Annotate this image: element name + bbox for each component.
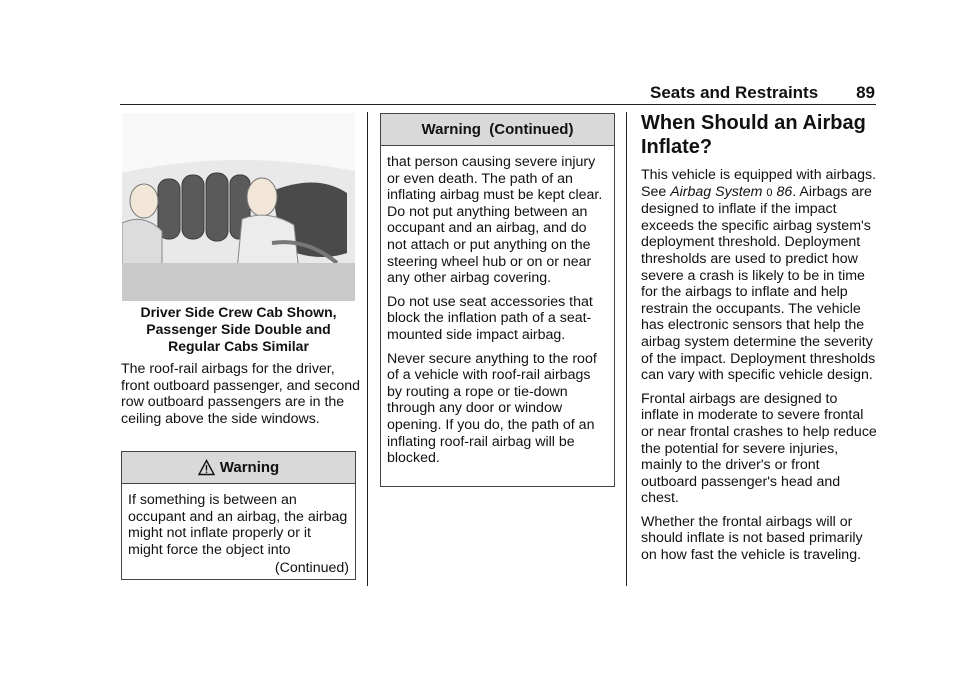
- warning-header: [122, 452, 355, 484]
- airbag-illustration-art: [122, 113, 355, 301]
- figure-caption: [122, 304, 355, 355]
- column-1-text: [121, 361, 361, 434]
- page-header: [650, 83, 875, 103]
- continued-label: (Continued): [274, 560, 349, 577]
- deployment-paragraph: This vehicle is equipped with airbags. See Airbag System 0 86. Airbags are designed to inflate if the impact exceeds the specific airbag system's deployment threshold. Deployment thresholds are used to predict how severe a crash is likely to be in time for the airbags to inflate and help restrain the occupants. The vehicle has electronic sensors that help the airbag system determine the severity of the impact. Deployment thresholds can vary with specific vehicle design.: [641, 167, 877, 384]
- warning-continued-body: [381, 146, 614, 480]
- column-3-text: [641, 111, 877, 571]
- warning-text: If something is between an occupant and an airbag, the airbag might not inflate properly or it might force the object into: [128, 492, 348, 558]
- warning-triangle-icon: [198, 459, 215, 476]
- roof-rail-airbag-illustration: [122, 113, 355, 301]
- warning-paragraph: Do not use seat accessories that block the inflation path of a seat-mounted side impact airbag.: [387, 293, 593, 343]
- roof-rail-paragraph: The roof-rail airbags for the driver, front outboard passenger, and second row outboard passengers are in the ceiling above the side windows.: [121, 361, 360, 427]
- warning-box: [121, 451, 356, 580]
- warning-body: [122, 484, 355, 583]
- warning-paragraph: that person causing severe injury or even death. The path of an inflating airbag must be kept clear. Do not put anything between an occupant and an airbag, and do not attach or put anything on the steering wheel hub or on or near any other airbag covering.: [387, 154, 603, 287]
- warning-continued-header: [381, 114, 614, 146]
- caption-line: Regular Cabs Similar: [168, 338, 309, 354]
- airbag-system-link[interactable]: Airbag System: [670, 183, 763, 200]
- column-divider-1: [367, 112, 368, 586]
- caption-line: Driver Side Crew Cab Shown,: [140, 304, 337, 320]
- section-heading: When Should an Airbag Inflate?: [641, 112, 866, 158]
- frontal-airbag-paragraph: Frontal airbags are designed to inflate in moderate to severe frontal or near frontal crashes to help reduce the potential for severe injuries, mainly to the driver's or front outboard passenger's head and chest.: [641, 390, 877, 507]
- page-number: 89: [856, 83, 875, 102]
- page-ref-symbol: 0: [766, 186, 773, 199]
- warning-paragraph: Never secure anything to the roof of a vehicle with roof-rail airbags by routing a rope or tie-down through any door or window opening. If you do, the path of an inflating roof-rail airbag will be blocked.: [387, 350, 597, 467]
- caption-line: Passenger Side Double and: [146, 321, 331, 337]
- warning-continued-title: Warning (Continued): [421, 121, 574, 138]
- warning-continued-box: [380, 113, 615, 487]
- speed-paragraph: Whether the frontal airbags will or should inflate is not based primarily on how fast the vehicle is traveling.: [641, 513, 863, 564]
- warning-title: Warning: [219, 459, 280, 476]
- column-divider-2: [626, 112, 627, 586]
- header-divider: [120, 104, 876, 105]
- section-title: Seats and Restraints: [650, 83, 819, 102]
- page-ref-number[interactable]: 86: [776, 183, 793, 200]
